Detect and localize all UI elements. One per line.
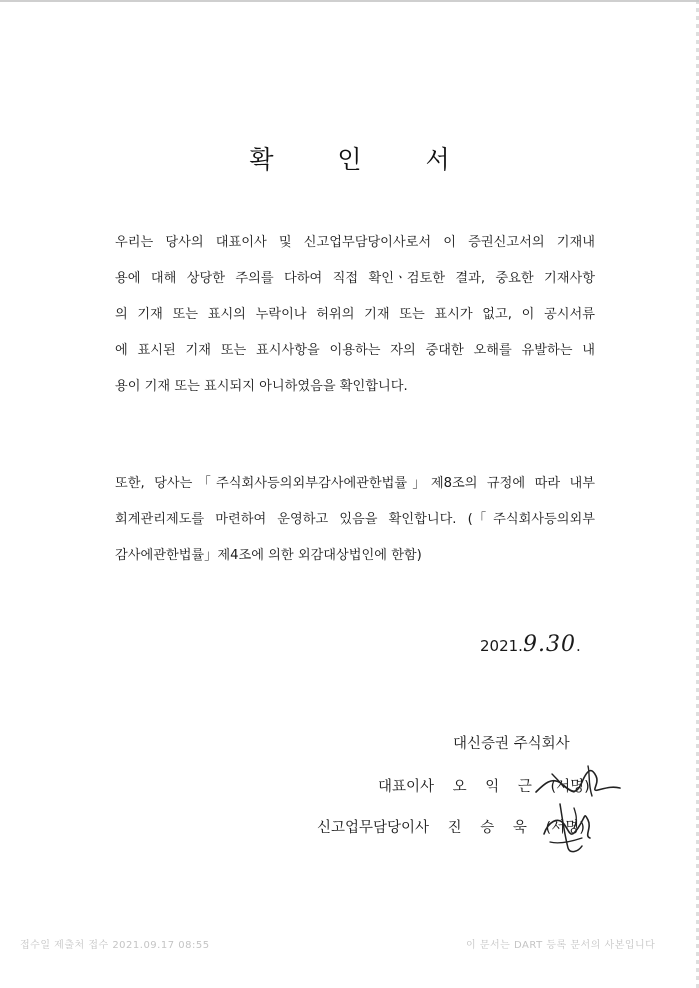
signer-name-char: 욱 bbox=[512, 820, 527, 836]
confirmation-paragraph bbox=[115, 225, 595, 405]
paragraph-line: 에 표시된 기재 또는 표시사항을 이용하는 자의 중대한 오해를 유발하는 내 bbox=[115, 343, 595, 358]
signature-placeholder: (서명) bbox=[550, 779, 590, 795]
date-suffix: . bbox=[575, 637, 581, 655]
paragraph-line: 의 기재 또는 표시의 누락이나 허위의 기재 또는 표시가 없고, 이 공시서류 bbox=[115, 307, 595, 322]
signer-name-char: 승 bbox=[480, 820, 495, 836]
handwritten-signature-2 bbox=[534, 798, 604, 858]
paragraph-line: 용이 기재 또는 표시되지 아니하였음을 확인합니다. bbox=[115, 379, 408, 394]
scan-footer-left: 접수일 제출처 접수 2021.09.17 08:55 bbox=[20, 940, 210, 951]
signer-role: 대표이사 bbox=[378, 779, 435, 795]
signer-role: 신고업무담당이사 bbox=[317, 820, 430, 836]
document-title: 확 인 서 bbox=[249, 145, 478, 174]
paragraph-line: 회계관리제도를 마련하여 운영하고 있음을 확인합니다. (「주식회사등의외부 bbox=[115, 512, 595, 527]
signer-name-char: 진 bbox=[447, 820, 462, 836]
signing-date bbox=[480, 632, 581, 657]
handwritten-signature-1 bbox=[532, 762, 622, 802]
paragraph-line: 감사에관한법률」제4조에 의한 외감대상법인에 한함) bbox=[115, 548, 422, 563]
scan-footer-right: 이 문서는 DART 등록 문서의 사본입니다 bbox=[466, 940, 656, 951]
signature-placeholder: (서명) bbox=[545, 820, 585, 836]
paragraph-line: 또한, 당사는「주식회사등의외부감사에관한법률」제8조의 규정에 따라 내부 bbox=[115, 476, 595, 491]
paragraph-line: 우리는 당사의 대표이사 및 신고업무담당이사로서 이 증권신고서의 기재내 bbox=[115, 235, 595, 250]
date-handwritten: 9.30 bbox=[522, 632, 576, 657]
paragraph-line: 용에 대해 상당한 주의를 다하여 직접 확인ㆍ검토한 결과, 중요한 기재사항 bbox=[115, 271, 595, 286]
top-scan-edge bbox=[0, 0, 699, 2]
date-printed: 2021. bbox=[480, 637, 523, 655]
company-name: 대신증권 주식회사 bbox=[453, 736, 570, 752]
signer-name-char: 익 bbox=[485, 779, 500, 795]
internal-control-paragraph bbox=[115, 466, 595, 574]
signer-name-char: 오 bbox=[452, 779, 467, 795]
signer-name-char: 근 bbox=[517, 779, 532, 795]
